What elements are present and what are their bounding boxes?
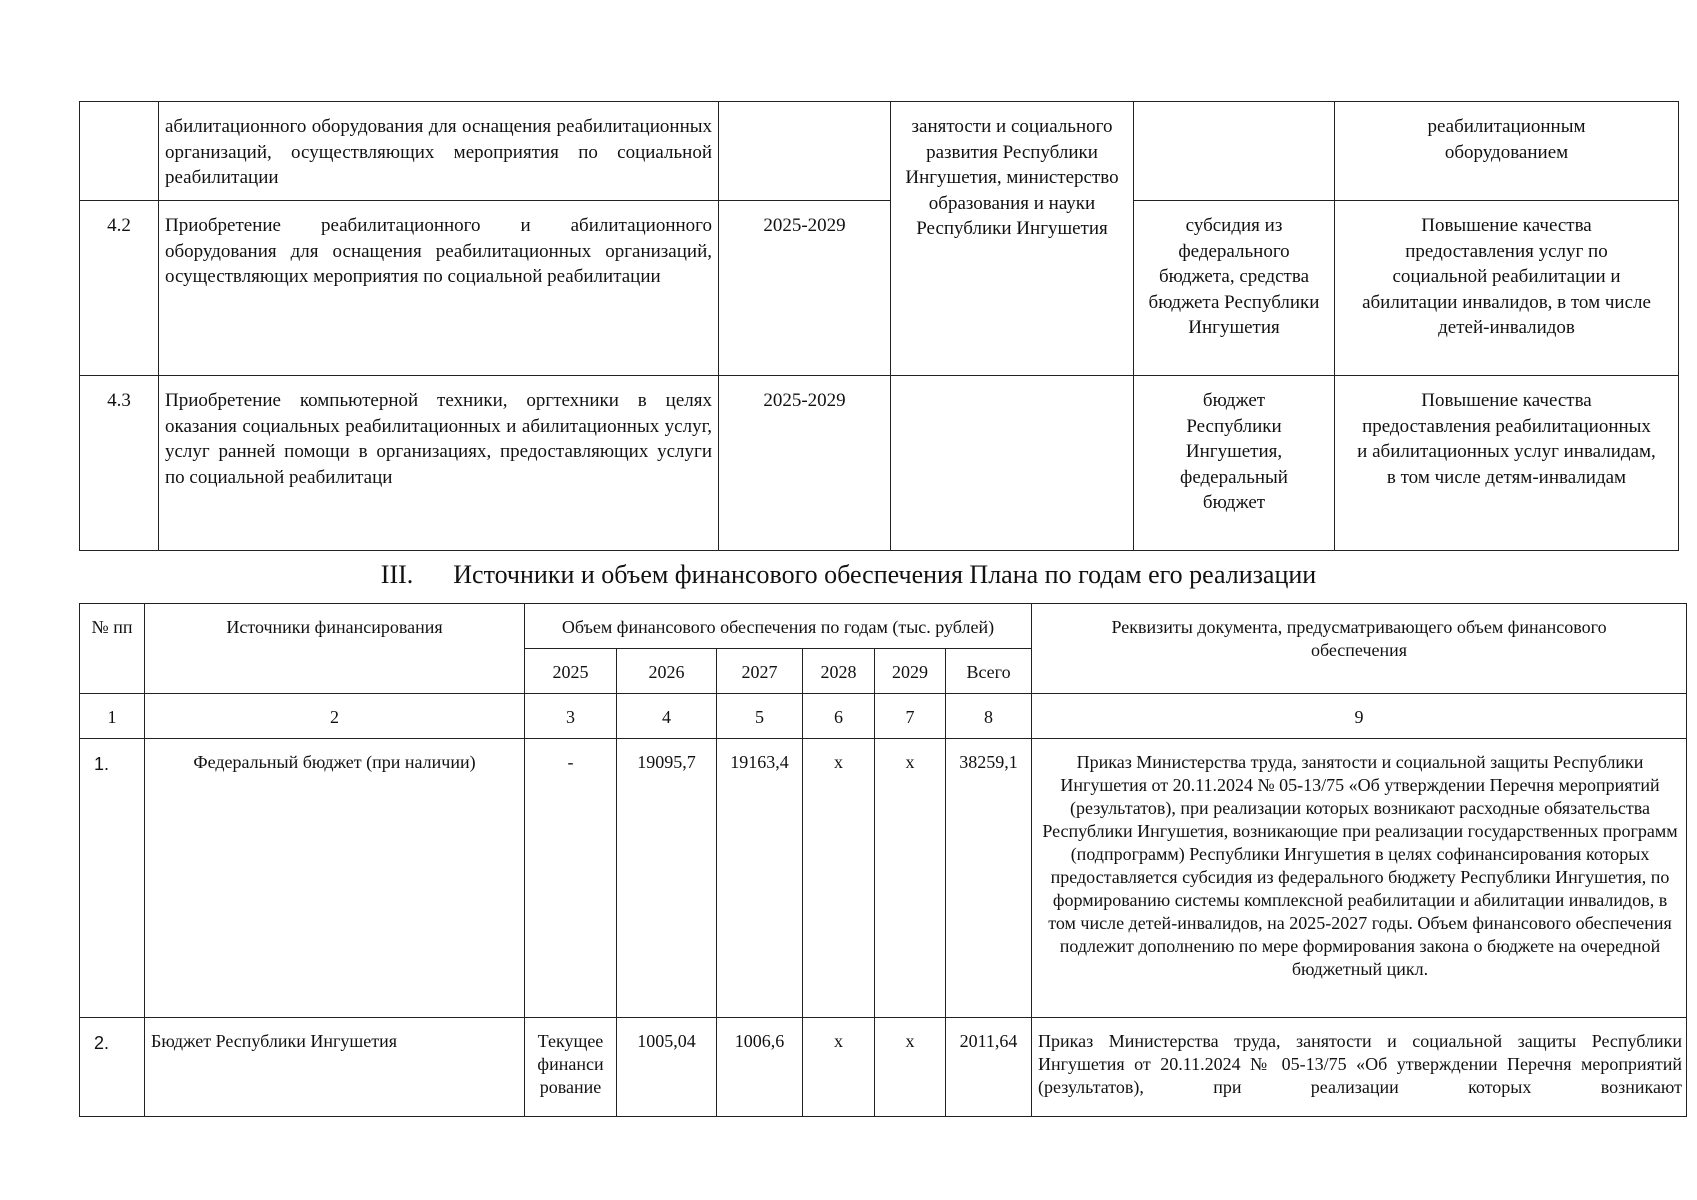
measure-name: Приобретение компьютерной техники, оргтехники в целях оказания социальных реабилитационных и абилитационных услуг, услуг ранней помощи в организациях, предоставляющих услуги по социальной реабилитаци — [159, 376, 719, 551]
col-number: 8 — [946, 694, 1032, 739]
col-number: 4 — [617, 694, 717, 739]
measure-source: субсидия из федерального бюджета, средства бюджета Республики Ингушетия — [1134, 201, 1335, 376]
value-2028: х — [803, 1018, 875, 1117]
column-number-row — [80, 694, 1687, 739]
document-details: Приказ Министерства труда, занятости и социальной защиты Республики Ингушетия от 20.11.2024 № 05-13/75 «Об утверждении Перечня мероприятий (результатов), при реализации которых возникают — [1032, 1018, 1687, 1117]
measure-executor — [891, 376, 1134, 551]
value-2025: Текущее финанси рование — [525, 1018, 617, 1117]
measure-period — [719, 102, 891, 201]
header-num: № пп — [80, 604, 145, 694]
table-row — [80, 1018, 1687, 1117]
col-number: 7 — [875, 694, 946, 739]
measures-table — [79, 101, 1679, 551]
table-row — [80, 201, 1679, 376]
col-number: 5 — [717, 694, 803, 739]
document-details: Приказ Министерства труда, занятости и социальной защиты Республики Ингушетия от 20.11.2024 № 05-13/75 «Об утверждении Перечня мероприятий (результатов), при реализации которых возникают расходные обязательства Республики Ингушетия, возникающие при реализации государственных программ (подпрограмм) Республики Ингушетия в целях софинансирования которых предоставляется субсидия из федерального бюджету Республики Ингушетия, по формированию системы комплексной реабилитации и абилитации инвалидов, в том числе детей-инвалидов, на 2025-2027 годы. Объем финансового обеспечения подлежит дополнению по мере формирования закона о бюджете на очередной бюджетный цикл. — [1032, 739, 1687, 1018]
section-title: Источники и объем финансового обеспечения Плана по годам его реализации — [453, 560, 1317, 589]
measure-result: реабилитационным оборудованием — [1335, 102, 1679, 201]
measure-result: Повышение качества предоставления реабилитационных и абилитационных услуг инвалидам, в том числе детям-инвалидам — [1335, 376, 1679, 551]
measure-source: бюджет Республики Ингушетия, федеральный бюджет — [1134, 376, 1335, 551]
value-total: 38259,1 — [946, 739, 1032, 1018]
header-year: 2026 — [617, 649, 717, 694]
source-name: Бюджет Республики Ингушетия — [145, 1018, 525, 1117]
table-row — [80, 739, 1687, 1018]
financing-table — [79, 603, 1687, 1117]
col-number: 6 — [803, 694, 875, 739]
col-number: 3 — [525, 694, 617, 739]
measure-source — [1134, 102, 1335, 201]
value-2027: 19163,4 — [717, 739, 803, 1018]
header-year: 2027 — [717, 649, 803, 694]
section-number: III. — [380, 560, 414, 589]
row-number: 1. — [80, 739, 145, 1018]
value-total: 2011,64 — [946, 1018, 1032, 1117]
measure-period: 2025-2029 — [719, 376, 891, 551]
header-year: 2025 — [525, 649, 617, 694]
value-2027: 1006,6 — [717, 1018, 803, 1117]
header-row — [80, 604, 1687, 649]
row-number: 2. — [80, 1018, 145, 1117]
header-year: 2028 — [803, 649, 875, 694]
source-name: Федеральный бюджет (при наличии) — [145, 739, 525, 1018]
measure-name: Приобретение реабилитационного и абилитационного оборудования для оснащения реабилитационных организаций, осуществляющих мероприятия по социальной реабилитации — [159, 201, 719, 376]
row-number: 4.3 — [80, 376, 159, 551]
row-number: 4.2 — [80, 201, 159, 376]
value-2025: - — [525, 739, 617, 1018]
measure-period: 2025-2029 — [719, 201, 891, 376]
col-number: 1 — [80, 694, 145, 739]
measure-result: Повышение качества предоставления услуг по социальной реабилитации и абилитации инвалидов, в том числе детей-инвалидов — [1335, 201, 1679, 376]
measure-executor: занятости и социального развития Республики Ингушетия, министерство образования и науки Республики Ингушетия — [891, 102, 1134, 376]
header-total: Всего — [946, 649, 1032, 694]
header-doc: Реквизиты документа, предусматривающего объем финансового обеспечения — [1032, 604, 1687, 694]
measure-name: абилитационного оборудования для оснащения реабилитационных организаций, осуществляющих мероприятия по социальной реабилитации — [159, 102, 719, 201]
value-2029: х — [875, 1018, 946, 1117]
section-heading — [0, 558, 1697, 592]
col-number: 2 — [145, 694, 525, 739]
table-row — [80, 102, 1679, 201]
value-2029: х — [875, 739, 946, 1018]
header-volume: Объем финансового обеспечения по годам (тыс. рублей) — [525, 604, 1032, 649]
value-2028: х — [803, 739, 875, 1018]
header-source: Источники финансирования — [145, 604, 525, 694]
value-2026: 19095,7 — [617, 739, 717, 1018]
header-year: 2029 — [875, 649, 946, 694]
row-number — [80, 102, 159, 201]
value-2026: 1005,04 — [617, 1018, 717, 1117]
table-row — [80, 376, 1679, 551]
col-number: 9 — [1032, 694, 1687, 739]
